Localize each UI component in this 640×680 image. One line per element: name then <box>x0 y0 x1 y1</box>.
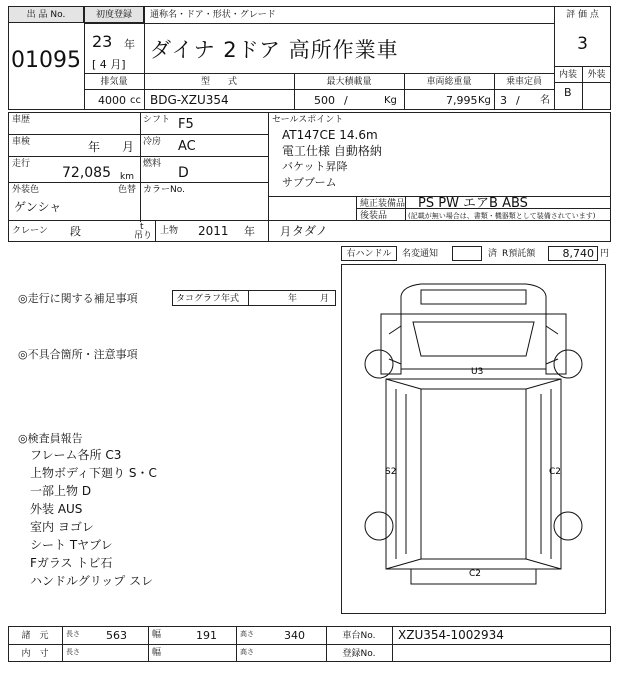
wheel-front-right <box>554 350 582 378</box>
sales-point: AT147CE 14.6m <box>282 128 378 142</box>
divider <box>236 626 237 662</box>
sales-points-label: セールスポイント <box>272 115 344 125</box>
interior-label: 内装 <box>558 70 577 80</box>
cab-side-left <box>389 326 401 364</box>
length-label: 長さ <box>66 630 80 638</box>
color-change-label: 色替 <box>118 185 137 195</box>
color: ゲンシャ <box>14 200 62 214</box>
upper-label: 上物 <box>160 226 179 236</box>
wheel-rear-left <box>365 512 393 540</box>
divider <box>8 156 268 157</box>
upper-year: 2011 <box>198 224 229 238</box>
inspection-month: 月 <box>122 140 135 154</box>
damage-mark: C2 <box>549 467 562 477</box>
aftermarket-label: 後装品 <box>360 211 388 221</box>
inspector-item: ハンドルグリップ スレ <box>30 574 154 588</box>
inspector-item: 一部上物 D <box>30 484 92 498</box>
color-label: 外装色 <box>12 185 40 195</box>
inspector-item: 上物ボディ下廻り S・C <box>30 466 157 480</box>
bed-side-left <box>396 389 406 559</box>
interior-grade: B <box>564 86 572 99</box>
model-code-label: 型 式 <box>200 77 237 87</box>
capacity-sep: / <box>516 94 520 107</box>
windshield <box>413 322 534 356</box>
aftermarket-note: (記載が無い場合は、書類・機器類として装備されています) <box>408 212 596 220</box>
color-no-label: カラーNo. <box>143 185 185 195</box>
divider <box>84 89 554 90</box>
inspector-label: ◎検査員報告 <box>18 432 83 445</box>
divider <box>84 73 554 74</box>
wheel-front-left <box>365 350 393 378</box>
recycle-label: 済 <box>488 249 498 259</box>
crane-stage: 段 <box>70 225 81 238</box>
divider <box>554 82 611 83</box>
divider <box>148 626 149 662</box>
divider <box>392 626 393 662</box>
divider <box>554 6 555 110</box>
divider <box>84 23 554 24</box>
ac: AC <box>178 139 196 154</box>
upper-month-unit: 月 <box>280 225 291 238</box>
gross-weight: 7,995 <box>446 94 478 107</box>
crane-hang: 吊り <box>134 231 153 241</box>
exterior-label: 外装 <box>587 70 606 80</box>
sales-point: バケット昇降 <box>282 160 348 173</box>
equipment: PS PW エアB ABS <box>418 196 528 211</box>
inspector-item: 外装 AUS <box>30 502 83 516</box>
model-name: ダイナ 2ドア 高所作業車 <box>150 38 399 62</box>
inspection-year: 年 <box>88 140 101 154</box>
first-reg-year-unit: 年 <box>124 38 135 51</box>
recycle-deposit: 8,740 <box>562 247 594 260</box>
lot-no: 01095 <box>11 48 81 73</box>
tachograph-month: 月 <box>320 294 330 304</box>
inner-height-label: 高さ <box>240 648 254 656</box>
crane-ton: t <box>140 222 144 232</box>
recycle-deposit-label: R預託額 <box>502 249 536 259</box>
tachograph-label: タコグラフ年式 <box>176 294 240 304</box>
inner-width-label: 幅 <box>152 648 162 658</box>
vin-label: 車台No. <box>342 631 376 641</box>
divider <box>356 196 357 220</box>
vin: XZU354-1002934 <box>398 628 504 642</box>
height: 340 <box>284 629 305 642</box>
shift-label: シフト <box>143 115 171 125</box>
first-reg-label: 初度登録 <box>95 10 132 20</box>
inner-dims-label: 内 寸 <box>21 649 49 659</box>
equipment-label: 純正装備品 <box>360 199 406 209</box>
bed-outline <box>386 379 561 569</box>
displacement-label: 排気量 <box>100 77 128 87</box>
divider <box>8 134 268 135</box>
first-reg-year: 23 <box>92 32 113 51</box>
max-load-label: 最大積載量 <box>326 77 372 87</box>
capacity-unit: 名 <box>540 95 550 106</box>
ac-label: 冷房 <box>143 137 162 147</box>
grade: 3 <box>577 34 588 54</box>
displacement-unit: cc <box>130 95 141 106</box>
upper-maker: タダノ <box>292 224 328 238</box>
divider <box>140 112 141 222</box>
reg-label: 登録No. <box>342 649 376 659</box>
capacity-label: 乗車定員 <box>505 77 542 87</box>
model-label: 通称名・ドア・形状・グレード <box>150 10 276 20</box>
grade-label: 評 価 点 <box>566 10 599 20</box>
length: 563 <box>106 629 127 642</box>
capacity: 3 <box>500 94 507 107</box>
first-reg-month: [ 4 月] <box>92 58 126 71</box>
shift: F5 <box>178 117 194 132</box>
gross-weight-unit: Kg <box>478 95 491 106</box>
damage-mark: C2 <box>469 569 482 579</box>
name-change-label: 名変通知 <box>402 249 439 259</box>
max-load-sep: / <box>344 94 348 107</box>
max-load: 500 <box>314 94 335 107</box>
divider <box>8 644 611 645</box>
fuel: D <box>178 165 189 181</box>
divider <box>155 220 156 242</box>
bed-inner <box>421 389 526 559</box>
inspector-item: フレーム各所 C3 <box>30 448 122 462</box>
cab-side-right <box>546 326 558 364</box>
divider <box>8 182 268 183</box>
fuel-label: 燃料 <box>143 159 162 169</box>
upper-year-unit: 年 <box>244 225 255 238</box>
divider <box>405 196 406 220</box>
damage-mark: U3 <box>471 367 484 377</box>
driving-remarks-label: ◎走行に関する補足事項 <box>18 292 138 305</box>
gross-weight-label: 車両総重量 <box>426 77 472 87</box>
wheel-rear-right <box>554 512 582 540</box>
lot-no-label: 出 品 No. <box>26 10 66 20</box>
model-code: BDG-XZU354 <box>150 93 229 107</box>
divider <box>62 626 63 662</box>
displacement: 4000 <box>98 94 126 107</box>
dims-label: 諸 元 <box>21 631 49 641</box>
divider <box>268 112 269 242</box>
mileage-label: 走行 <box>12 159 31 169</box>
max-load-unit: Kg <box>384 95 397 106</box>
inspector-item: Fガラス トビ石 <box>30 556 113 570</box>
name-change-box <box>452 246 482 261</box>
tachograph-year: 年 <box>288 294 298 304</box>
sales-point: サブブーム <box>282 176 337 189</box>
inner-length-label: 長さ <box>66 648 80 656</box>
damage-mark: S2 <box>385 467 397 477</box>
bed-corners <box>386 379 561 569</box>
crane-label: クレーン <box>12 226 48 236</box>
inspection-label: 車検 <box>12 137 31 147</box>
width: 191 <box>196 629 217 642</box>
history-label: 車歴 <box>12 115 31 125</box>
cab-body <box>381 314 566 374</box>
vehicle-diagram <box>341 264 606 614</box>
defects-label: ◎不具合箇所・注意事項 <box>18 348 138 361</box>
cab-outline <box>401 284 546 314</box>
inspector-item: 室内 ヨゴレ <box>30 520 94 534</box>
height-label: 高さ <box>240 630 254 638</box>
mileage: 72,085 <box>62 165 111 181</box>
width-label: 幅 <box>152 630 162 640</box>
recycle-unit: 円 <box>600 249 610 259</box>
rhd: 右ハンドル <box>346 249 392 259</box>
divider <box>144 6 145 110</box>
inspector-item: シート Tヤブレ <box>30 538 113 552</box>
mileage-unit: km <box>120 172 134 182</box>
divider <box>248 290 249 306</box>
sales-point: 電工仕様 自動格納 <box>282 144 382 158</box>
cab-roof <box>421 290 526 304</box>
